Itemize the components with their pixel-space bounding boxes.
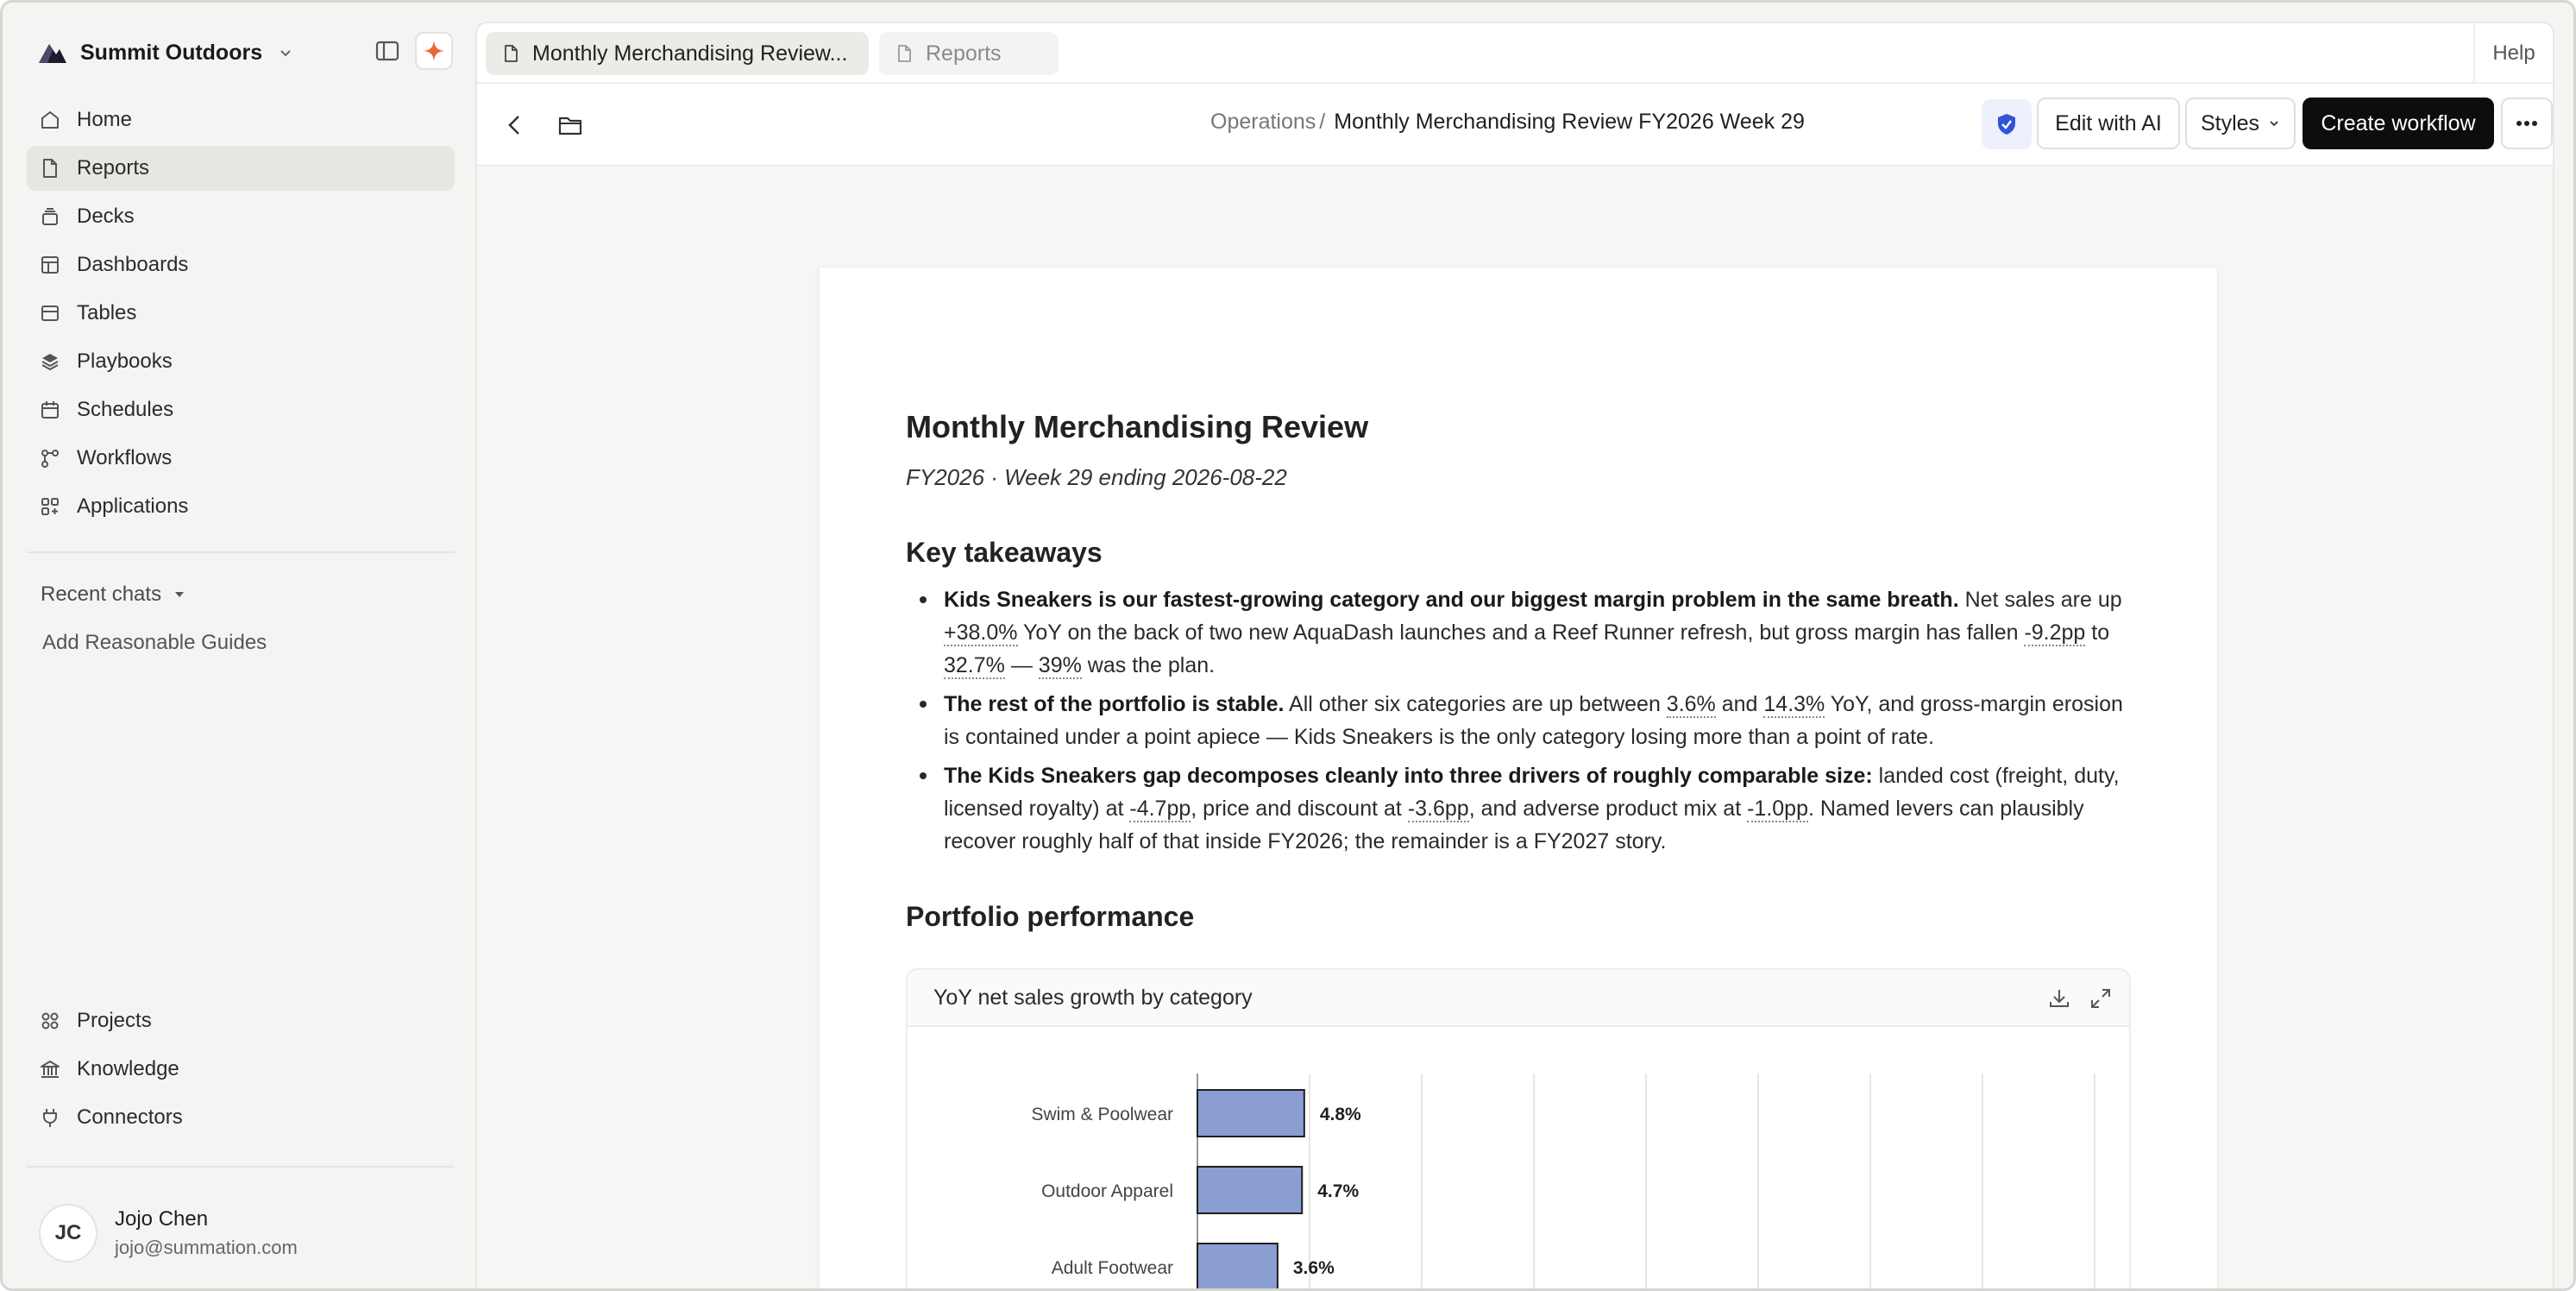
file-icon [895, 44, 914, 63]
doc-subtitle: FY2026 · Week 29 ending 2026-08-22 [906, 464, 1287, 490]
sidebar-item-label: Applications [77, 494, 189, 518]
dashboard-icon [39, 254, 61, 276]
sidebar-item-reports[interactable] [27, 146, 455, 191]
avatar: JC [39, 1204, 97, 1263]
tab-bar [477, 23, 2553, 84]
verified-button[interactable] [1982, 99, 2032, 149]
document-canvas [477, 167, 2553, 1291]
takeaway-text: to [2085, 620, 2110, 645]
recent-chat-item[interactable]: Add Reasonable Guides [42, 631, 267, 654]
sidebar-divider [27, 1166, 455, 1168]
file-icon [39, 157, 61, 179]
folder-icon[interactable] [556, 111, 584, 139]
takeaway-bold: The Kids Sneakers gap decomposes cleanly into three drivers of roughly comparable size: [944, 764, 1873, 788]
recent-chats-toggle[interactable] [41, 583, 185, 607]
layers-icon [39, 205, 61, 228]
breadcrumb-current: Monthly Merchandising Review FY2026 Week 29 [1334, 110, 1805, 134]
download-icon[interactable] [2046, 986, 2072, 1011]
takeaway-text: Net sales are up [1958, 588, 2122, 612]
takeaway-text: , and adverse product mix at [1468, 797, 1748, 821]
sidebar-item-projects[interactable] [27, 998, 455, 1043]
chart-header [908, 970, 2129, 1027]
home-icon [39, 109, 61, 131]
metric-value[interactable]: 32.7% [944, 653, 1005, 677]
category-label: Adult Footwear [1051, 1258, 1173, 1278]
data-label: 3.6% [1292, 1258, 1335, 1278]
sidebar [3, 3, 474, 1291]
metric-value[interactable]: -4.7pp [1129, 797, 1191, 821]
metric-value[interactable]: +38.0% [944, 620, 1018, 645]
stack-icon [39, 350, 61, 373]
sparkle-icon [422, 39, 446, 63]
apps-icon [39, 495, 61, 518]
help-button[interactable]: Help [2473, 23, 2553, 84]
ai-assistant-button[interactable] [415, 32, 453, 70]
sidebar-bottom-nav [27, 998, 455, 1143]
sidebar-item-dashboards[interactable] [27, 242, 455, 287]
sidebar-item-workflows[interactable] [27, 436, 455, 481]
takeaway-text: . Named levers can plausibly recover roughly half of that inside FY2026; the remainder is a FY2027 story. [944, 797, 2084, 853]
takeaway-bold: Kids Sneakers is our fastest-growing category and our biggest margin problem in the same breath. [944, 588, 1959, 612]
sidebar-item-label: Playbooks [77, 350, 173, 373]
metric-value[interactable]: -9.2pp [2024, 620, 2086, 645]
styles-dropdown[interactable] [2185, 98, 2296, 149]
takeaway-text: All other six categories are up between [1284, 692, 1667, 716]
sidebar-item-connectors[interactable] [27, 1095, 455, 1140]
sidebar-divider [27, 551, 455, 553]
sidebar-item-knowledge[interactable] [27, 1047, 455, 1092]
mountain-logo-icon [37, 41, 68, 65]
sidebar-item-tables[interactable] [27, 291, 455, 336]
list-item [906, 759, 2139, 858]
takeaway-text: YoY, and gross-margin erosion is contained under a point apiece — Kids Sneakers is the only category losing more than a point of rate. [944, 692, 2123, 749]
metric-value[interactable]: -3.6pp [1407, 797, 1469, 821]
more-horizontal-icon [2516, 120, 2538, 127]
list-item [906, 583, 2139, 682]
doc-toolbar [477, 84, 2553, 167]
workflow-icon [39, 447, 61, 469]
takeaway-bold: The rest of the portfolio is stable. [944, 692, 1285, 716]
sidebar-item-label: Connectors [77, 1105, 183, 1129]
bar [1197, 1167, 1302, 1213]
calendar-icon [39, 399, 61, 421]
sidebar-item-schedules[interactable] [27, 387, 455, 432]
heading-portfolio-performance: Portfolio performance [906, 901, 1195, 932]
tab-monthly-review[interactable] [486, 32, 869, 75]
caret-down-icon [173, 589, 185, 601]
breadcrumb-separator: / [1319, 110, 1326, 134]
takeaway-text: , price and discount at [1191, 797, 1408, 821]
chart-card [906, 968, 2131, 1291]
workspace-name: Summit Outdoors [80, 40, 263, 65]
styles-label: Styles [2200, 110, 2260, 135]
sidebar-toggle-icon[interactable] [374, 37, 401, 65]
user-name: Jojo Chen [115, 1207, 209, 1231]
sidebar-item-label: Dashboards [77, 253, 189, 276]
expand-icon[interactable] [2088, 986, 2114, 1011]
more-options-button[interactable] [2501, 98, 2553, 149]
building-icon [39, 1058, 61, 1080]
category-label: Swim & Poolwear [1031, 1105, 1173, 1124]
user-profile[interactable] [39, 1204, 298, 1263]
breadcrumb-parent[interactable]: Operations [1210, 110, 1316, 134]
bar [1197, 1090, 1304, 1137]
sidebar-item-label: Knowledge [77, 1057, 179, 1080]
metric-value[interactable]: 39% [1038, 653, 1082, 677]
doc-title: Monthly Merchandising Review [906, 409, 1369, 444]
workspace-switcher[interactable] [37, 34, 293, 72]
takeaway-text: was the plan. [1081, 653, 1216, 677]
user-email: jojo@summation.com [115, 1237, 298, 1258]
sidebar-item-label: Reports [77, 156, 150, 179]
category-label: Outdoor Apparel [1041, 1181, 1173, 1201]
sidebar-item-playbooks[interactable] [27, 339, 455, 384]
data-label: 4.7% [1317, 1181, 1360, 1201]
main-panel [475, 22, 2554, 1291]
sidebar-item-decks[interactable] [27, 194, 455, 239]
grid-icon [39, 1010, 61, 1032]
document-page [819, 267, 2218, 1291]
chevron-down-icon [2268, 117, 2280, 129]
table-icon [39, 302, 61, 324]
takeaway-text: landed cost (freight, duty, licensed royalty) at [944, 764, 2120, 821]
chevron-left-icon[interactable] [501, 111, 529, 139]
sidebar-item-applications[interactable] [27, 484, 455, 529]
sidebar-nav [27, 98, 455, 532]
plug-icon [39, 1106, 61, 1129]
chart-title: YoY net sales growth by category [933, 985, 1253, 1010]
sidebar-item-label: Home [77, 108, 133, 131]
recent-chats-label: Recent chats [41, 583, 162, 606]
list-item [906, 688, 2139, 753]
chevron-down-icon [278, 45, 293, 60]
breadcrumb [1210, 110, 1805, 135]
sidebar-item-label: Schedules [77, 398, 174, 421]
sidebar-item-label: Projects [77, 1009, 152, 1032]
sidebar-item-label: Tables [77, 301, 137, 324]
takeaway-text: and [1715, 692, 1764, 716]
create-workflow-button[interactable]: Create workflow [2303, 98, 2494, 149]
sidebar-item-home[interactable] [27, 98, 455, 142]
tab-label: Monthly Merchandising Review... [532, 41, 848, 66]
tab-reports[interactable] [879, 32, 1059, 75]
bar [1197, 1244, 1278, 1290]
shield-check-icon [1995, 112, 2018, 136]
sidebar-item-label: Workflows [77, 446, 173, 469]
heading-key-takeaways: Key takeaways [906, 537, 1103, 568]
takeaway-text: — [1004, 653, 1039, 677]
file-icon [501, 44, 520, 63]
sidebar-item-label: Decks [77, 205, 135, 228]
bar-chart [908, 1027, 2131, 1291]
data-label: 4.8% [1319, 1105, 1361, 1124]
takeaway-text: YoY on the back of two new AquaDash launches and a Reef Runner refresh, but gross margin has fallen [1017, 620, 2025, 645]
takeaways-list [906, 583, 2139, 864]
metric-value[interactable]: 3.6% [1666, 692, 1716, 716]
metric-value[interactable]: 14.3% [1763, 692, 1825, 716]
tab-label: Reports [926, 41, 1002, 66]
edit-with-ai-button[interactable]: Edit with AI [2037, 98, 2180, 149]
metric-value[interactable]: -1.0pp [1747, 797, 1808, 821]
